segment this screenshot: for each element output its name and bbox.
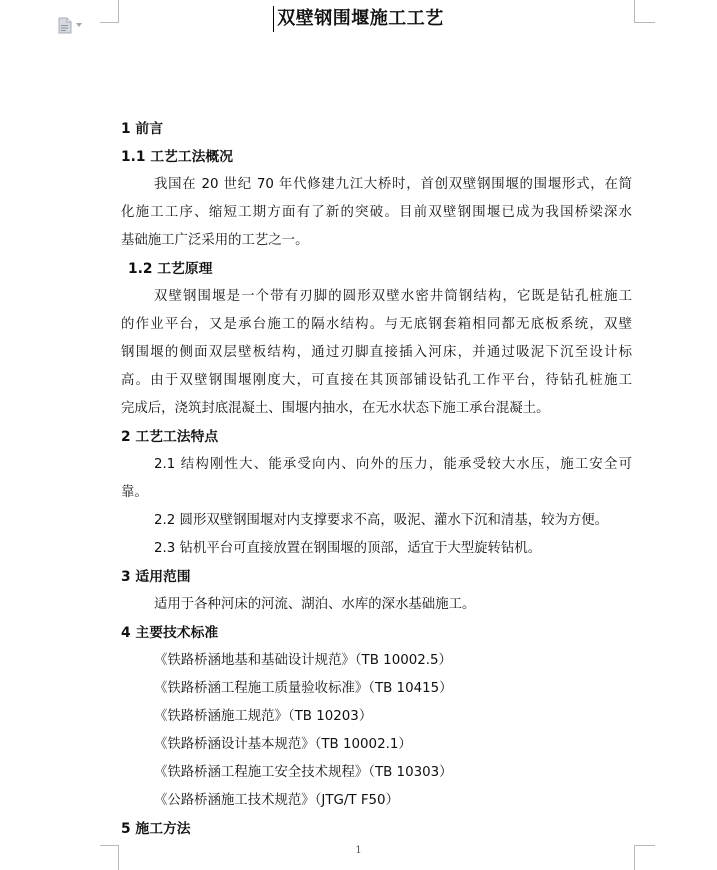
standard-item: 《铁路桥涵地基和基础设计规范》（TB 10002.5） xyxy=(154,653,452,668)
document-title[interactable]: 双壁钢围堰施工工艺 xyxy=(273,6,444,32)
standard-item: 《铁路桥涵工程施工安全技术规程》（TB 10303） xyxy=(154,765,453,780)
heading-1-1: 1.1 工艺工法概况 xyxy=(121,149,234,165)
paragraph-line: 2.1 结构刚性大、能承受向内、向外的压力，能承受较大水压，施工安全可 xyxy=(154,457,632,472)
paragraph-line: 双壁钢围堰是一个带有刃脚的圆形双壁水密井筒钢结构，它既是钻孔桩施工 xyxy=(154,289,632,304)
paragraph-line: 我国在 20 世纪 70 年代修建九江大桥时，首创双壁钢围堰的围堰形式，在简 xyxy=(154,177,632,192)
paragraph-line: 适用于各种河床的河流、湖泊、水库的深水基础施工。 xyxy=(154,597,476,612)
heading-1: 1 前言 xyxy=(121,121,163,137)
heading-3: 3 适用范围 xyxy=(121,569,191,585)
paragraph-line: 2.3 钻机平台可直接放置在钢围堰的顶部，适宜于大型旋转钻机。 xyxy=(154,541,542,556)
page-number: 1 xyxy=(355,845,362,856)
paragraph-line: 高。由于双壁钢围堰刚度大，可直接在其顶部铺设钻孔工作平台，待钻孔桩施工 xyxy=(121,373,632,388)
paragraph-line: 2.2 圆形双壁钢围堰对内支撑要求不高，吸泥、灌水下沉和清基，较为方便。 xyxy=(154,513,609,528)
paragraph-line: 钢围堰的侧面双层壁板结构，通过刃脚直接插入河床，并通过吸泥下沉至设计标 xyxy=(121,345,632,360)
paragraph-line: 完成后，浇筑封底混凝土、围堰内抽水，在无水状态下施工承台混凝土。 xyxy=(121,401,550,416)
heading-2: 2 工艺工法特点 xyxy=(121,429,219,445)
paragraph-line: 基础施工广泛采用的工艺之一。 xyxy=(121,233,309,248)
standard-item: 《公路桥涵施工技术规范》（JTG/T F50） xyxy=(154,793,399,808)
paragraph-line: 的作业平台，又是承台施工的隔水结构。与无底钢套箱相同都无底板系统，双壁 xyxy=(121,317,632,332)
standard-item: 《铁路桥涵工程施工质量验收标准》（TB 10415） xyxy=(154,681,453,696)
heading-5: 5 施工方法 xyxy=(121,821,191,837)
paragraph-line: 靠。 xyxy=(121,485,148,500)
paragraph-line: 化施工工序、缩短工期方面有了新的突破。目前双壁钢围堰已成为我国桥梁深水 xyxy=(121,205,632,220)
standard-item: 《铁路桥涵施工规范》（TB 10203） xyxy=(154,709,373,724)
standard-item: 《铁路桥涵设计基本规范》（TB 10002.1） xyxy=(154,737,412,752)
heading-1-2: 1.2 工艺原理 xyxy=(128,261,213,277)
heading-4: 4 主要技术标准 xyxy=(121,625,219,641)
